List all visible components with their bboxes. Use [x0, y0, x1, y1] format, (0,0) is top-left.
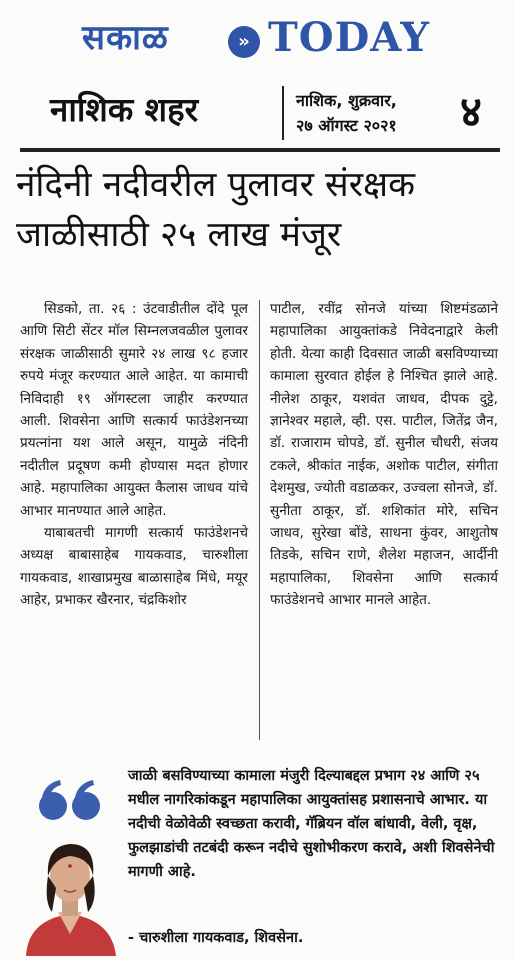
dateline-date: २७ ऑगस्ट २०२१	[296, 116, 397, 135]
quote-text	[128, 764, 500, 884]
headline	[16, 160, 502, 260]
edition-logo: TODAY	[268, 14, 430, 61]
quote-mark-icon	[36, 778, 104, 822]
dateline	[296, 88, 397, 138]
headline-line-1: नंदिनी नदीवरील पुलावर संरक्षक	[16, 165, 415, 205]
masthead	[0, 0, 514, 72]
article-paragraph: पाटील, रवींद्र सोनजे यांच्या शिष्टमंडळाने महापालिका आयुक्तांकडे निवेदनाद्वारे केली होती. येत्या काही दिवसात जाळी बसविण्याच्या कामाला सुरवात होईल हे निश्चित झाले आहे. नीलेश ठाकूर, यशवंत जाधव, दीपक दुट्टे, ज्ञानेश्वर महाले, व्ही. एस. पाटील, जितेंद्र जैन, डॉ. राजाराम चोपडे, डॉ. सुनील चौधरी, संजय टकले, श्रीकांत नाईक, अशोक पाटील, संगीता देशमुख, ज्योती वडाळकर, उज्वला सोनजे, डॉ. सुनीता ठाकूर, डॉ. शशिकांत मोरे, सचिन जाधव, सुरेखा बोंडे, साधना कुंवर, आशुतोष तिडके, सचिन राणे, शैलेश महाजन, आर्दीनी महापालिका, शिवसेना आणि सत्कार्य फाउंडेशनचे आभार मानले आहेत.	[270, 301, 498, 609]
article-paragraph: सिडको, ता. २६ : उंटवाडीतील दोंदे पूल आणि सिटी सेंटर मॉल सिम्नलजवळील पुलावर संरक्षक जाळीसाठी सुमारे २४ लाख ९८ हजार रुपये मंजूर करण्यात आले आहेत. या कामाची निविदाही १९ ऑगस्टला जाहीर करण्यात आली. शिवसेना आणि सत्कार्य फाउंडेशनच्या प्रयत्नांना यश आले असून, यामुळे नंदिनी नदीतील प्रदूषण कमी होण्यास मदत होणार आहे. महापालिका आयुक्त कैलास जाधव यांचे आभार मानण्यात आले आहेत.	[20, 301, 248, 519]
quote-attribution: - चारुशीला गायकवाड, शिवसेना.	[128, 930, 304, 946]
page-number: ४	[460, 87, 482, 136]
section-header	[20, 78, 500, 152]
header-divider	[282, 86, 284, 140]
dateline-day: नाशिक, शुक्रवार,	[296, 91, 397, 110]
article-column-2	[270, 298, 498, 612]
article-paragraph: याबाबतची मागणी सत्कार्य फाउंडेशनचे अध्यक्ष बाबासाहेब गायकवाड, चारुशीला गायकवाड, शाखाप्रमुख बाळासाहेब मिंधे, मयूर आहेर, प्रभाकर खैरनार, चंद्रकिशोर	[20, 525, 248, 609]
brand-logo: सकाळ	[82, 18, 169, 58]
section-title: नाशिक शहर	[50, 90, 199, 129]
headline-line-2: जाळीसाठी २५ लाख मंजूर	[16, 215, 342, 255]
double-chevron-icon: »	[228, 26, 260, 58]
article-column-1	[20, 298, 248, 612]
quote-box	[0, 760, 514, 960]
portrait-photo	[18, 828, 122, 956]
column-divider	[259, 300, 260, 740]
quote-paragraph: जाळी बसविण्याच्या कामाला मंजुरी दिल्याबद्दल प्रभाग २४ आणि २५ मधील नागरिकांकडून महापालिका आयुक्तांसह प्रशासनाचे आभार. या नदीची वेळोवेळी स्वच्छता करावी, गॅब्रियन वॉल बांधावी, वेली, वृक्ष, फुलझाडांची तटबंदी करून नदीचे सुशोभीकरण करावे, अशी शिवसेनेची मागणी आहे.	[128, 768, 495, 880]
